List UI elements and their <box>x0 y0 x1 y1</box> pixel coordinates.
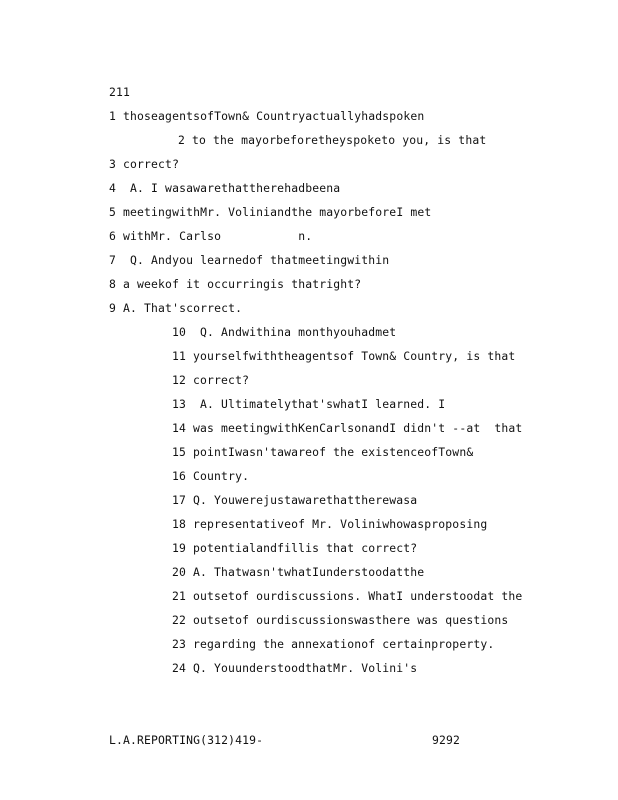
footer-reporter: L.A.REPORTING(312)419- <box>109 733 264 747</box>
page-number: 211 <box>109 85 131 99</box>
transcript-line-10: 10 Q. Andwithina monthyouhadmet <box>172 325 397 339</box>
transcript-line-7: 7 Q. Andyou learnedof thatmeetingwithin <box>109 253 390 267</box>
transcript-line-6: 6 withMr. Carlso n. <box>109 229 313 243</box>
transcript-line-22: 22 outsetof ourdiscussionswasthere was questions <box>172 613 509 627</box>
transcript-line-3: 3 correct? <box>109 157 180 171</box>
transcript-line-8: 8 a weekof it occurringis thatright? <box>109 277 362 291</box>
transcript-line-12: 12 correct? <box>172 373 250 387</box>
transcript-line-19: 19 potentialandfillis that correct? <box>172 541 418 555</box>
transcript-line-23: 23 regarding the annexationof certainproperty. <box>172 637 495 651</box>
footer-number: 9292 <box>432 733 461 747</box>
transcript-line-20: 20 A. Thatwasn'twhatIunderstoodatthe <box>172 565 425 579</box>
transcript-line-13: 13 A. Ultimatelythat'swhatI learned. I <box>172 397 446 411</box>
transcript-line-16: 16 Country. <box>172 469 250 483</box>
transcript-line-15: 15 pointIwasn'tawareof the existenceofTown& <box>172 445 474 459</box>
transcript-line-5: 5 meetingwithMr. Voliniandthe mayorbeforeI met <box>109 205 432 219</box>
transcript-line-4: 4 A. I wasawarethattherehadbeena <box>109 181 341 195</box>
transcript-line-24: 24 Q. YouunderstoodthatMr. Volini's <box>172 661 418 675</box>
transcript-line-11: 11 yourselfwiththeagentsof Town& Country, is that <box>172 349 516 363</box>
transcript-line-18: 18 representativeof Mr. Voliniwhowasproposing <box>172 517 488 531</box>
transcript-line-2: 2 to the mayorbeforetheyspoketo you, is that <box>178 133 487 147</box>
transcript-line-14: 14 was meetingwithKenCarlsonandI didn't --at that <box>172 421 523 435</box>
transcript-line-17: 17 Q. Youwerejustawarethattherewasa <box>172 493 418 507</box>
transcript-line-1: 1 thoseagentsofTown& Countryactuallyhadspoken <box>109 109 425 123</box>
transcript-line-21: 21 outsetof ourdiscussions. WhatI understoodat the <box>172 589 523 603</box>
transcript-line-9: 9 A. That'scorrect. <box>109 301 243 315</box>
